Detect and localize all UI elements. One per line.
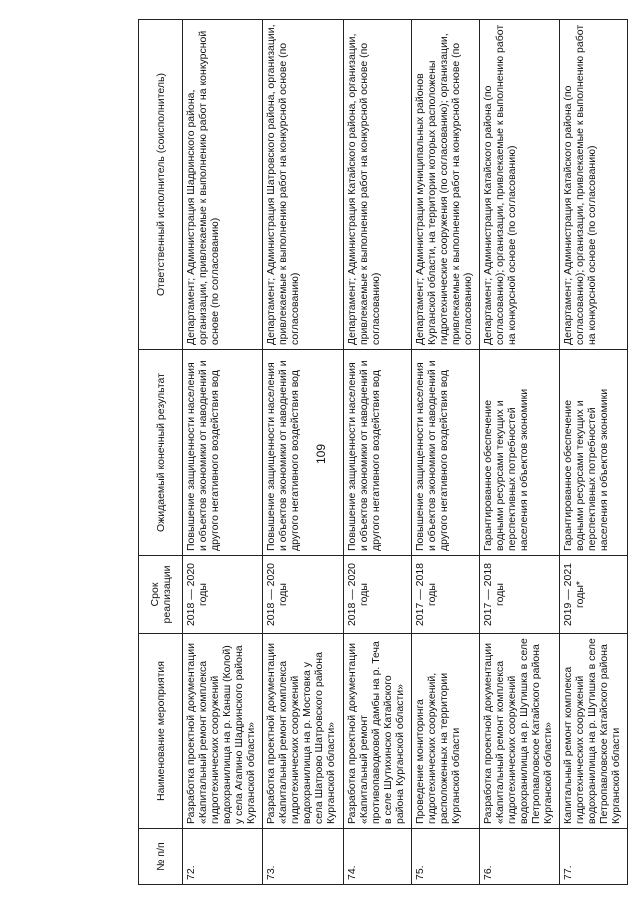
cell-responsible: Департамент; Администрация Шатровского района, организации, привлекаемые к выполнению работ на конкурсной основе (по согласованию): [263, 20, 343, 350]
page-number: 109: [314, 443, 328, 465]
table-row: [263, 20, 343, 885]
cell-num: 74.: [343, 829, 411, 885]
header-term: Срок реализации: [139, 556, 183, 634]
cell-result: Повышение защищенности населения и объектов экономики от наводнений и другого негативного воздействия вод: [343, 350, 411, 556]
cell-responsible: Департамент; Администрация Катайского района, организации, привлекаемые к выполнению работ на конкурсной основе (по согласованию): [343, 20, 411, 350]
cell-term: 2017 — 2018 годы: [479, 556, 559, 634]
table-row: [479, 20, 559, 885]
cell-result: Повышение защищенности населения и объектов экономики от наводнений и другого негативного воздействия вод: [263, 350, 343, 556]
cell-name: Капитальный ремонт комплекса гидротехнических сооружений водохранилища на р. Шутишка в селе Петропавловское Катайского района Курганской области: [560, 634, 628, 829]
cell-name: Разработка проектной документации «Капитальный ремонт комплекса гидротехнических сооружений водохранилища на р. Канаш (Колой) у села Агапино Шадринского района Курганской области»: [183, 634, 263, 829]
cell-term: 2018 — 2020 годы: [263, 556, 343, 634]
cell-term: 2017 — 2018 годы: [411, 556, 479, 634]
cell-responsible: Департамент; Администрация Катайского района (по согласованию); организации, привлекаемые к выполнению работ на конкурсной основе (по согласованию): [479, 20, 559, 350]
cell-term: 2018 — 2020 годы: [183, 556, 263, 634]
cell-num: 75.: [411, 829, 479, 885]
header-num: № п/п: [139, 829, 183, 885]
cell-result: Повышение защищенности населения и объектов экономики от наводнений и другого негативного воздействия вод: [183, 350, 263, 556]
header-result: Ожидаемый конечный результат: [139, 350, 183, 556]
cell-name: Разработка проектной документации «Капитальный ремонт комплекса гидротехнических сооружений водохранилища на р. Мостовка у села Шатрово Шатровского района Курганской области»: [263, 634, 343, 829]
header-responsible: Ответственный исполнитель (соисполнитель): [139, 20, 183, 350]
cell-result: Гарантированное обеспечение водными ресурсами текущих и перспективных потребностей населения и объектов экономики: [560, 350, 628, 556]
cell-name: Разработка проектной документации «Капитальный ремонт противопаводковой дамбы на р. Теча в селе Шутихинско Катайского района Курганской области»: [343, 634, 411, 829]
table-row: [183, 20, 263, 885]
measures-table: [138, 19, 628, 885]
cell-responsible: Департамент; Администрация Катайского района (по согласованию); организации, привлекаемые к выполнению работ на конкурсной основе (по согласованию): [560, 20, 628, 350]
cell-term: 2018 — 2020 годы: [343, 556, 411, 634]
cell-name: Проведение мониторинга гидротехнических сооружений, расположенных на территории Курганской области: [411, 634, 479, 829]
table-header-row: [139, 20, 183, 885]
cell-num: 73.: [263, 829, 343, 885]
cell-num: 76.: [479, 829, 559, 885]
cell-responsible: Департамент; Администрации муниципальных районов Курганской области, на территории которых расположены гидротехнические сооружения (по согласованию); организации, привлекаемые к выполнению работ на конкурсной основе (по согласованию): [411, 20, 479, 350]
cell-name: Разработка проектной документации «Капитальный ремонт комплекса гидротехнических сооружений водохранилища на р. Шутишка в селе Петропавловское Катайского района Курганской области»: [479, 634, 559, 829]
cell-num: 72.: [183, 829, 263, 885]
cell-term: 2019 — 2021 годы*: [560, 556, 628, 634]
cell-num: 77.: [560, 829, 628, 885]
cell-result: Гарантированное обеспечение водными ресурсами текущих и перспективных потребностей населения и объектов экономики: [479, 350, 559, 556]
cell-result: Повышение защищенности населения и объектов экономики от наводнений и другого негативного воздействия вод: [411, 350, 479, 556]
table-row: [411, 20, 479, 885]
table-row: [560, 20, 628, 885]
cell-responsible: Департамент; Администрация Шадринского района, организации, привлекаемые к выполнению работ на конкурсной основе (по согласованию): [183, 20, 263, 350]
rotated-page-content: [138, 20, 628, 885]
table-row: [343, 20, 411, 885]
header-name: Наименование мероприятия: [139, 634, 183, 829]
